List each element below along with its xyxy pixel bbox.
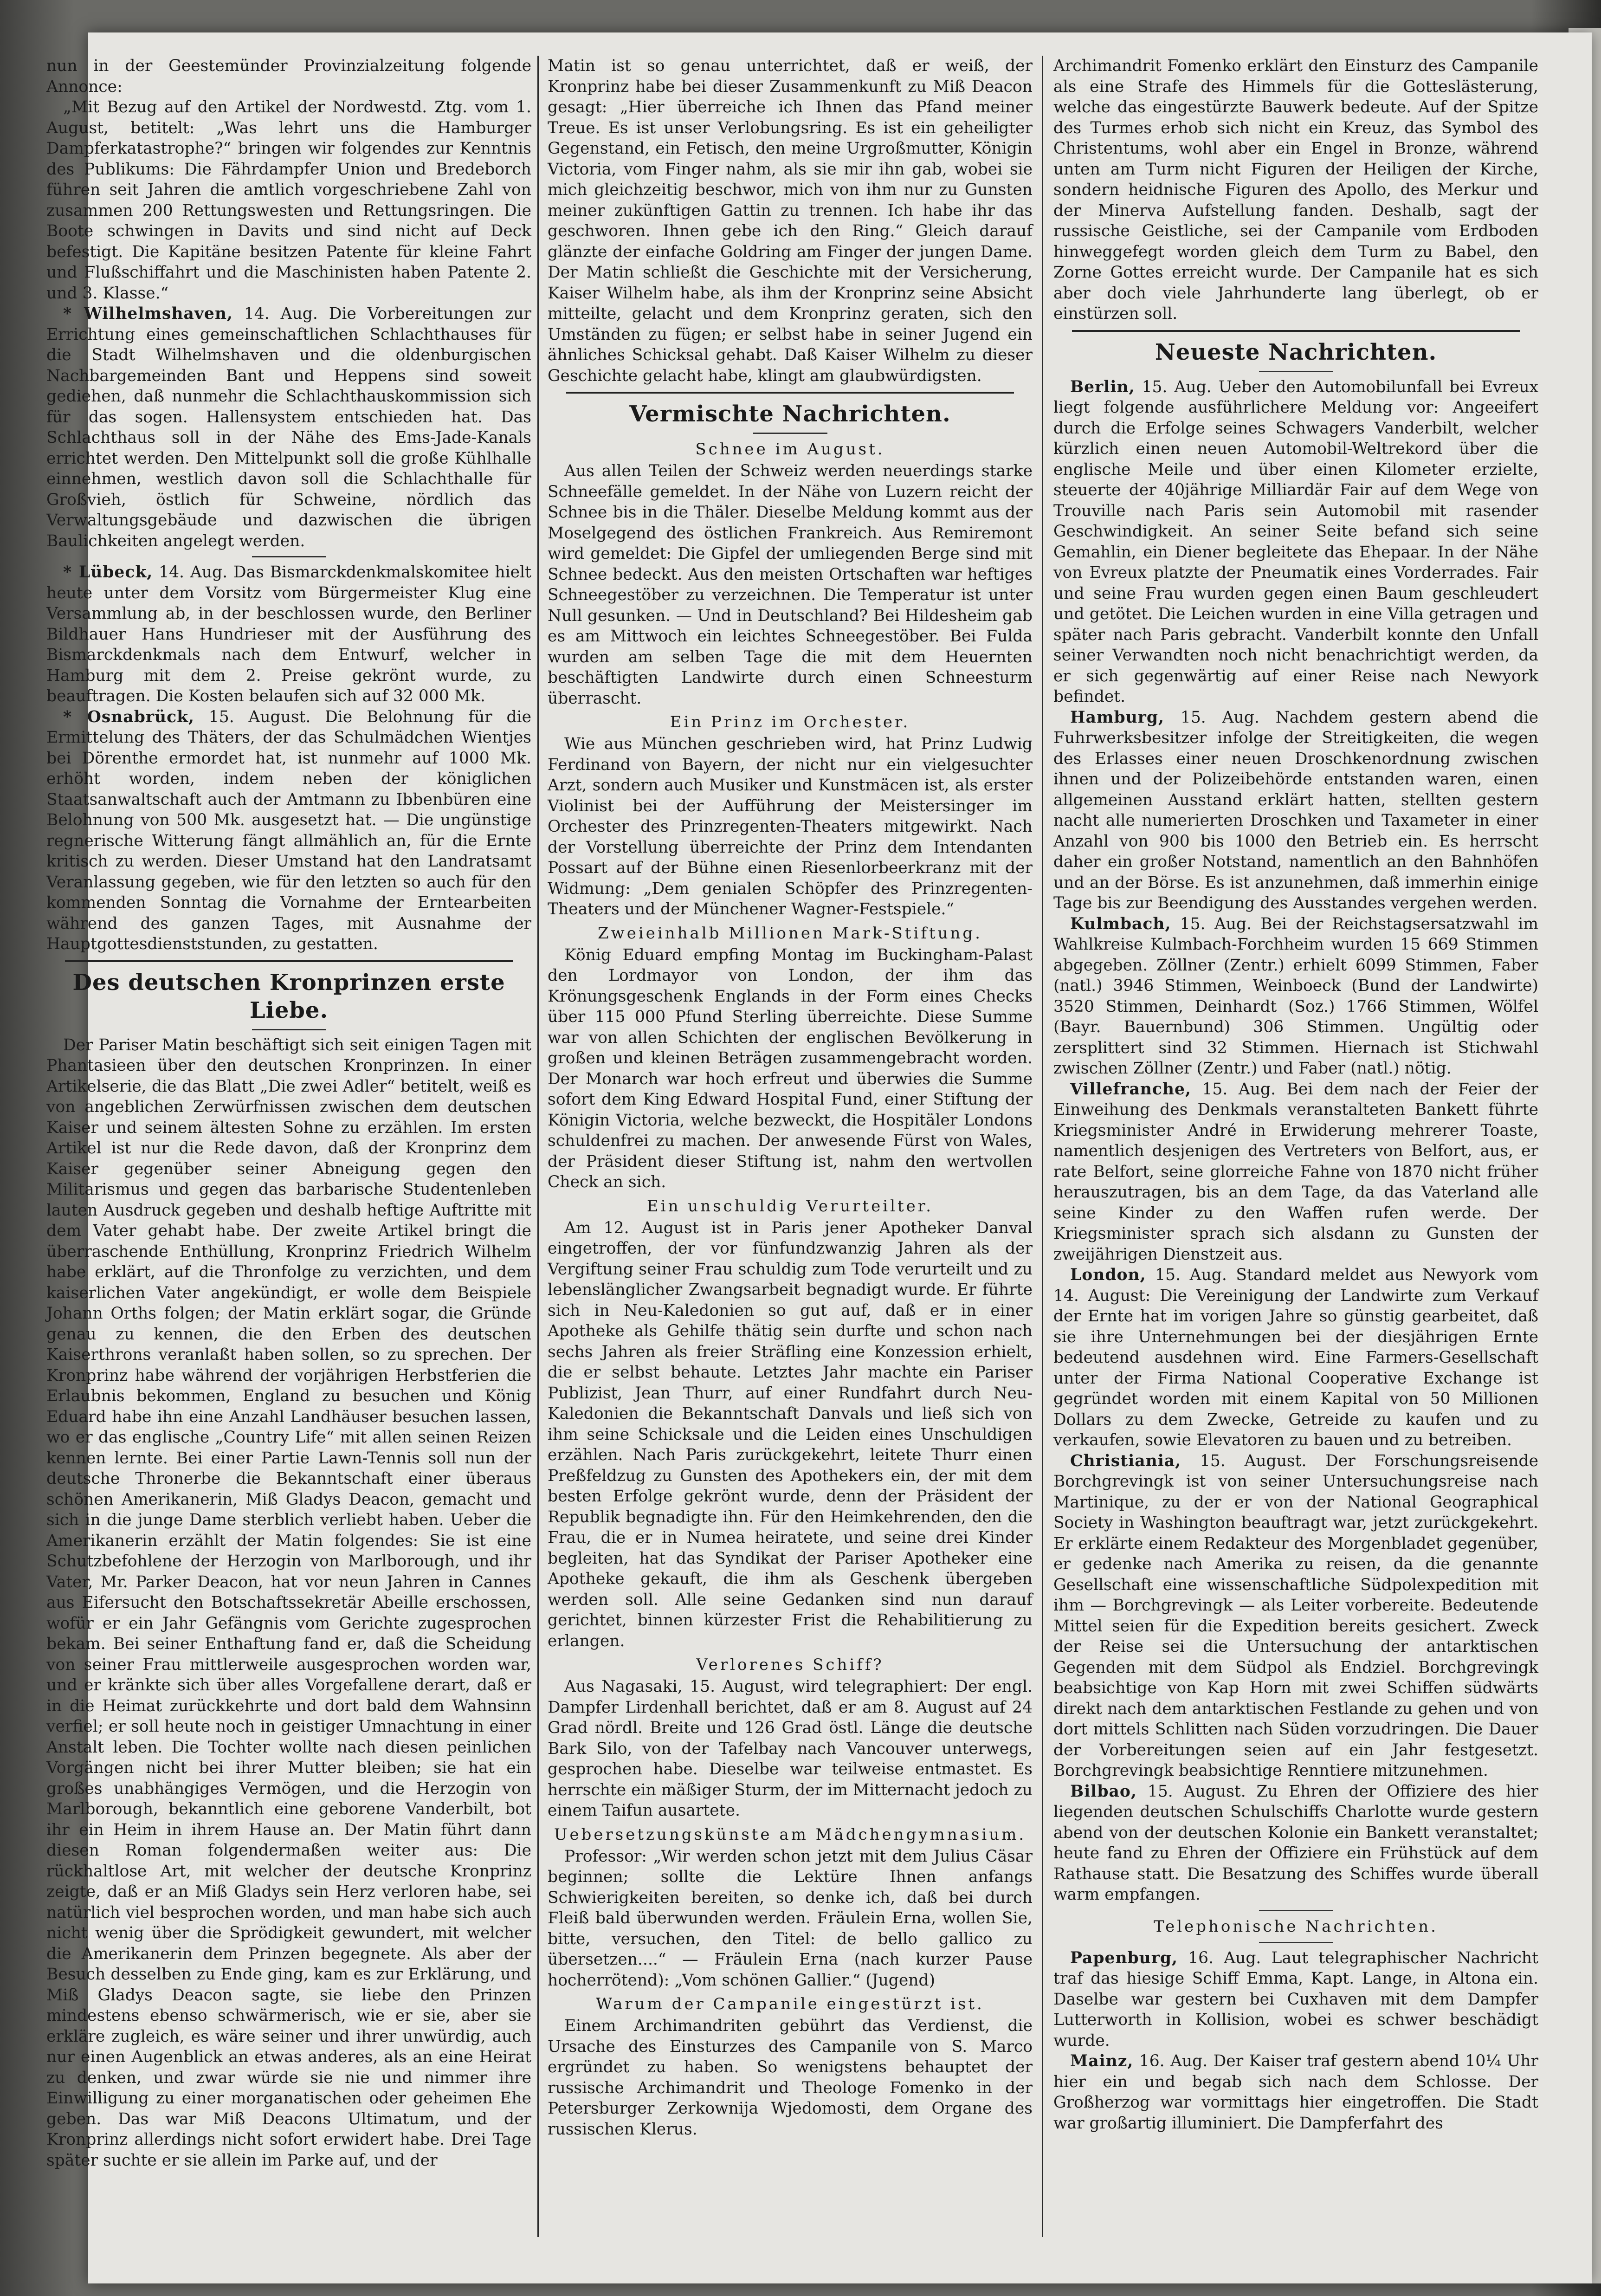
news-item-berlin: [1053, 377, 1538, 707]
news-item-papenburg: [1053, 1948, 1538, 2051]
paragraph: Einem Archimandriten gebührt das Verdienst, die Ursache des Einsturzes des Campanile von S. Marco ergründet zu haben. So wenigstens behauptet der russische Archimandrit und Theologe Fomenko in der Petersburger Zerkownija Wjedomosti, dem Organe des russischen Klerus.: [548, 2017, 1033, 2139]
news-item-villefranche: [1053, 1079, 1538, 1265]
separator: [753, 433, 827, 434]
place-name: Berlin,: [1070, 377, 1135, 396]
column-rule-2: [1042, 56, 1043, 2237]
place-name: Papenburg,: [1070, 1948, 1178, 1967]
article-body: Der Pariser Matin beschäftigt sich seit einigen Tagen mit Phantasieen über den deutschen Kronprinzen. In einer Artikelserie, die das Blatt „Die zwei Adler“ betitelt, weiß es von angeblichen Zerwürfnissen zwischen dem deutschen Kaiser und seinem ältesten Sohne zu erzählen. Im ersten Artikel ist nur die Rede davon, daß der Kronprinz dem Kaiser gegenüber seiner Abneigung gegen den Militarismus und gegen das barbarische Studentenleben lauten Ausdruck gegeben und deshalb heftige Auftritte mit dem Vater gehabt habe. Der zweite Artikel bringt die überraschende Enthüllung, Kronprinz Friedrich Wilhelm habe erklärt, auf die Thronfolge zu verzichten, und dem kaiserlichen Vater angekündigt, er wolle dem Beispiele Johann Orths folgen; der Matin erklärt sogar, die Gründe genau zu kennen, die den Erben des deutschen Kaiserthrons veranlaßt haben sollen, so zu sprechen. Der Kronprinz habe während der vorjährigen Herbstferien die Erlaubnis bekommen, England zu besuchen und König Eduard habe ihn eine Anzahl Landhäuser besuchen lassen, wo er das englische „Country Life“ mit allen seinen Reizen kennen lernte. Bei einer Partie Lawn-Tennis soll nun der deutsche Thronerbe die Bekanntschaft einer überaus schönen Amerikanerin, Miß Gladys Deacon, gemacht und sich in die junge Dame sterblich verliebt haben. Ueber die Amerikanerin erzählt der Matin folgendes: Sie ist eine Schutzbefohlene der Herzogin von Marlborough, und ihr Vater, Mr. Parker Deacon, hat vor neun Jahren in Cannes aus Eifersucht den Botschaftssekretär Abeille erschossen, wofür er ein Jahr Gefängnis vom Gerichte zugesprochen bekam. Bei seiner Enthaftung fand er, daß die Scheidung von seiner Frau mittlerweile ausgesprochen worden war, und er kränkte sich über alles Vorgefallene derart, daß er in die Heimat zurückkehrte und dort bald dem Wahnsinn verfiel; er soll heute noch in geistiger Umnachtung in einer Anstalt leben. Die Tochter wollte nach diesen peinlichen Vorgängen nicht bei ihrer Mutter bleiben; sie hat ein großes unabhängiges Vermögen, und die Herzogin von Marlborough, bekanntlich eine geborene Vanderbilt, bot ihr ein Heim in ihrem Hause an. Der Matin führt dann diesen Roman folgendermaßen weiter aus: Die rückhaltlose Art, mit welcher der deutsche Kronprinz zeigte, daß er an Miß Gladys sein Herz verloren habe, sei natürlich viel besprochen worden, und man habe sich auch nicht wenig über die Sprödigkeit gewundert, mit welcher die Amerikanerin dem Prinzen begegnete. Als aber der Besuch desselben zu Ende ging, kam es zur Erklärung, und Miß Gladys Deacon sagte, sie liebe den Prinzen mindestens ebenso schwärmerisch, wie er sie, aber sie erkläre zugleich, es wäre seiner und ihrer unwürdig, auch nur einen Augenblick an etwas anderes, als an eine Heirat zu denken, und zwar würde sie nie und nimmer ihre Einwilligung zu einer morganatischen oder geheimen Ehe geben. Das war Miß Deacons Ultimatum, und der Kronprinz allerdings nicht sofort erwidert habe. Drei Tage später suchte er sie allein im Parke auf, und der: [46, 1035, 531, 2170]
item-heading: Warum der Campanile eingestürzt ist.: [596, 1995, 984, 2013]
paragraph: Aus Nagasaki, 15. August, wird telegraphiert: Der engl. Dampfer Lirdenhall berichtet, daß er am 8. August auf 24 Grad nördl. Breite und 126 Grad östl. Länge die deutsche Bark Silo, von der Tafelbay nach Vancouver unterwegs, gesprochen habe. Dieselbe war teilweise entmastet. Es herrschte ein mäßiger Sturm, der im Mitternacht jedoch zu einem Taifun ausartete.: [548, 1677, 1033, 1820]
paragraph: „Mit Bezug auf den Artikel der Nordwestd. Ztg. vom 1. August, betitelt: „Was lehrt uns die Hamburger Dampferkatastrophe?“ bringen wir folgendes zur Kenntnis des Publikums: Die Fährdampfer Union und Bredeborch führen seit Jahren die amtlich vorgeschriebene Zahl von zusammen 200 Rettungswesten und Rettungsringen. Die Boote schwingen in Davits und sind nicht auf Deck befestigt. Die Kapitäne besitzen Patente für kleine Fahrt und Flußschiffahrt und die Maschinisten haben Patente 2. und 3. Klasse.“: [46, 98, 531, 303]
column-2: [548, 56, 1033, 2140]
paragraph: Professor: „Wir werden schon jetzt mit dem Julius Cäsar beginnen; sollte die Lektüre Ihnen anfangs Schwierigkeiten bereiten, so denke ich, daß bei durch Fleiß bald überwunden werden. Fräulein Erna, wollen Sie, bitte, versuchen, den Titel: de bello gallico zu übersetzen....“ — Fräulein Erna (nach kurzer Pause hocherrötend): „Vom schönen Gallier.“ (Jugend): [548, 1847, 1033, 1990]
news-item-kulmbach: [1053, 914, 1538, 1079]
place-name: Christiania,: [1070, 1451, 1181, 1470]
section-rule: [1072, 330, 1520, 332]
news-item-christiania: [1053, 1451, 1538, 1781]
item-text: 15. Aug. Standard meldet aus Newyork vom 14. August: Die Vereinigung der Landwirte zum Verkauf der Ernte hat im vorigen Jahre so günstig gearbeitet, daß sie ihre Unternehmungen bei der diesjährigen Ernte bedeutend ausdehnen wird. Eine Farmers-Gesellschaft unter der Firma National Cooperative Exchange ist gegründet worden mit einem Kapital von 50 Millionen Dollars zu dem Zwecke, Getreide zu kaufen und zu verkaufen, sowie Elevatoren zu bauen und zu betreiben.: [1053, 1266, 1538, 1449]
separator: [252, 556, 326, 557]
item-heading: Schnee im August.: [695, 440, 885, 459]
news-item-bilbao: [1053, 1781, 1538, 1905]
item-text: 14. Aug. Das Bismarckdenkmalskomitee hielt heute unter dem Vorsitz vom Bürgermeister Klug eine Versammlung ab, in der beschlossen wurde, den Berliner Bildhauer Hans Hundrieser mit der Ausführung des Bismarckdenkmals nach dem Entwurf, welcher in Hamburg mit dem 2. Preise gekrönt wurde, zu beauftragen. Die Kosten belaufen sich auf 32 000 Mk.: [46, 563, 531, 705]
place-name: London,: [1070, 1266, 1146, 1284]
paragraph: Aus allen Teilen der Schweiz werden neuerdings starke Schneefälle gemeldet. In der Nähe von Luzern reicht der Schnee bis in die Thäler. Dieselbe Meldung kommt aus der Moselgegend des östlichen Frankreich. Aus Remiremont wird gemeldet: Die Gipfel der umliegenden Berge sind mit Schnee bedeckt. Aus den meisten Ortschaften war heftiges Schneegestöber zu verzeichnen. Die Temperatur ist unter Null gesunken. — Und in Deutschland? Bei Hildesheim gab es am Mittwoch ein leichtes Schneegestöber. Bei Fulda wurden am selben Tage die mit dem Heuernten beschäftigten Landwirte durch einen Schneesturm überrascht.: [548, 462, 1033, 708]
place-name: Mainz,: [1070, 2052, 1134, 2070]
item-heading: Ein Prinz im Orchester.: [670, 713, 910, 731]
news-item-london: [1053, 1265, 1538, 1451]
item-text: 15. August. Die Belohnung für die Ermittelung des Thäters, der das Schulmädchen Wientjes bei Dörenthe ermordet hat, ist nunmehr auf 1000 Mk. erhöht worden, indem neben der königlichen Staatsanwaltschaft auch der Amtmann zu Ibbenbüren eine Belohnung von 500 Mk. ausgesetzt hat. — Die ungünstige regnerische Witterung fängt allmählich an, für die Ernte kritisch zu werden. Dieser Umstand hat den Landratsamt Veranlassung gegeben, wie für den letzten so auch für den kommenden Sonntag die Vornahme der Erntearbeiten während des ganzen Tages, mit Ausnahme der Hauptgottesdienststunden, zu gestatten.: [46, 707, 531, 953]
news-item-osnabrueck: [46, 707, 531, 955]
item-text: 14. Aug. Die Vorbereitungen zur Errichtung eines gemeinschaftlichen Schlachthauses für die Stadt Wilhelmshaven und die oldenburgischen Nachbargemeinden Bant und Heppens sind soweit gediehen, daß nunmehr die Schlachthauskommission sich für das sogen. Hallensystem entschieden hat. Das Schlachthaus soll in der Nähe des Ems-Jade-Kanals errichtet werden. Den Mittelpunkt soll die große Kühlhalle einnehmen, westlich davon soll die Schlachthalle für Großvieh, östlich für Schweine, nördlich das Verwaltungsgebäude und dazwischen die übrigen Baulichkeiten angelegt werden.: [46, 304, 531, 550]
item-text: 15. Aug. Bei dem nach der Feier der Einweihung des Denkmals veranstalteten Bankett führte Kriegsminister André in Erwiderung mehrerer Toaste, namentlich desjenigen des Vertreters von Belfort, aus, er rate Belfort, seine glorreiche Fahne von 1870 nicht früher herauszutragen, bis an dem Tage, da das Vaterland alle seine Kinder zu den Waffen rufen werde. Der Kriegsminister sprach sich alsdann zu Gunsten der zweijährigen Dienstzeit aus.: [1053, 1080, 1538, 1264]
separator: [1259, 1942, 1333, 1943]
item-text: 15. August. Zu Ehren der Offiziere des hier liegenden deutschen Schulschiffs Charlotte wurde gestern abend von der deutschen Kolonie ein Bankett veranstaltet; heute fand zu Ehren der Offiziere ein Frühstück auf dem Rathause statt. Die Besatzung des Schiffes wurde überall warm empfangen.: [1053, 1782, 1538, 1904]
item-heading: Ein unschuldig Verurteilter.: [646, 1197, 934, 1216]
separator: [1259, 1910, 1333, 1911]
item-text: 15. Aug. Ueber den Automobilunfall bei Evreux liegt folgende ausführlichere Meldung vor: Angeeifert durch die Erfolge seines Schwagers Vanderbilt, welcher kürzlich einen neuen Automobil-Weltrekord über die englische Meile und über einen Kilometer erzielte, steuerte der 40jährige Milliardär Fair auf dem Wege von Trouville nach Paris sein Automobil mit rasender Geschwindigkeit. An seiner Seite befand sich seine Gemahlin, ein Diener begleitete das Ehepaar. In der Nähe von Evreux platzte der Pneumatik eines Vorderrades. Fair und seine Frau wurden gegen einen Baum geschleudert und getötet. Die Leichen wurden in eine Villa getragen und später nach Paris gebracht. Vanderbilt konnte den Unfall seiner Verwandten noch nicht benachrichtigt werden, da er sich gegenwärtig auf einer Reise nach Newyork befindet.: [1053, 377, 1538, 706]
paragraph: Archimandrit Fomenko erklärt den Einsturz des Campanile als eine Strafe des Himmels für die Gotteslästerung, welche das eingestürzte Bauwerk bedeute. Auf der Spitze des Turmes erhob sich nicht ein Kreuz, das Symbol des Christentums, wohl aber ein Engel in Bronze, während unten am Turm nicht Figuren der Heiligen der Kirche, sondern heidnische Figuren des Apollo, des Merkur und der Minerva Aufstellung fanden. Deshalb, sagt der russische Geistliche, sei der Campanile vom Erdboden hinweggefegt worden gleich dem Turm zu Babel, den Zorne Gottes erreicht wurde. Der Campanile hat es sich aber doch viele Jahrhunderte lang überlegt, ob er einstürzen soll.: [1053, 57, 1538, 323]
place-name: * Lübeck,: [63, 563, 153, 582]
paragraph: Wie aus München geschrieben wird, hat Prinz Ludwig Ferdinand von Bayern, der nicht nur ein vielgesuchter Arzt, sondern auch Musiker und Kunstmäcen ist, als erster Violinist bei der Aufführung der Meistersinger im Orchester des Prinzregenten-Theaters mitgewirkt. Nach der Vorstellung überreichte der Prinz dem Intendanten Possart auf der Bühne einen Riesenlorbeerkranz mit der Widmung: „Dem genialen Schöpfer des Prinzregenten-Theaters und der Münchener Wagner-Festspiele.“: [548, 735, 1033, 918]
place-name: Villefranche,: [1070, 1080, 1191, 1099]
paragraph: nun in der Geestemünder Provinzialzeitung folgende Annonce:: [46, 57, 531, 96]
item-heading: Telephonische Nachrichten.: [1154, 1917, 1438, 1936]
column-3: [1053, 56, 1538, 2134]
separator: [1259, 371, 1333, 372]
item-text: 15. Aug. Bei der Reichstagsersatzwahl im Wahlkreise Kulmbach-Forchheim wurden 15 669 Stimmen abgegeben. Zöllner (Zentr.) erhielt 6099 Stimmen, Faber (natl.) 3946 Stimmen, Weinboeck (Bund der Landwirte) 3520 Stimmen, Deinhardt (Soz.) 1766 Stimmen, Wölfel (Bayr. Bauernbund) 306 Stimmen. Ungültig oder zersplittert sind 32 Stimmen. Hiernach ist Stichwahl zwischen Zöllner (Zentr.) und Faber (natl.) nötig.: [1053, 914, 1539, 1078]
news-item-wilhelmshaven: [46, 304, 531, 551]
column-1: [46, 56, 531, 2171]
place-name: Hamburg,: [1070, 708, 1164, 727]
item-text: 16. Aug. Laut telegraphischer Nachricht traf das hiesige Schiff Emma, Kapt. Lange, in Altona ein. Daselbe war gestern bei Cuxhaven mit dem Dampfer Lutterworth in Kollision, wobei es schwer beschädigt wurde.: [1053, 1948, 1538, 2050]
item-text: 16. Aug. Der Kaiser traf gestern abend 10¼ Uhr hier ein und begab sich nach dem Schlosse. Der Großherzog war vormittags hier eingetroffen. Die Stadt war großartig illuminiert. Die Dampferfahrt des: [1053, 2052, 1538, 2133]
article-headline: Des deutschen Kronprinzen erste Liebe.: [72, 969, 505, 1023]
place-name: Bilbao,: [1070, 1782, 1137, 1801]
section-headline: Neueste Nachrichten.: [1155, 339, 1437, 365]
place-name: Kulmbach,: [1070, 914, 1171, 933]
paragraph: König Eduard empfing Montag im Buckingham-Palast den Lordmayor von London, der ihm das Krönungsgeschenk Englands in der Form eines Checks über 115 000 Pfund Sterling überreichte. Diese Summe war von allen Schichten der englischen Bevölkerung in großen und kleinen Beträgen zusammengebracht worden. Der Monarch war hoch erfreut und überwies die Summe sofort dem King Edward Hospital Fund, einer Stiftung der Königin Victoria, welche bezweckt, die Hospitäler Londons schuldenfrei zu machen. Der anwesende Fürst von Wales, der Präsident dieser Stiftung ist, nahm den wertvollen Check an sich.: [548, 945, 1033, 1191]
item-heading: Uebersetzungskünste am Mädchengymnasium.: [554, 1825, 1026, 1844]
section-rule: [566, 392, 1014, 394]
separator: [252, 1029, 326, 1030]
news-item-hamburg: [1053, 707, 1538, 914]
item-text: 15. August. Der Forschungsreisende Borchgrevingk ist von seiner Untersuchungsreise nach Martinique, zu der er von der National Geographical Society in Washington beauftragt war, jetzt zurückgekehrt. Er erklärte einem Redakteur des Morgenbladet gegenüber, er gedenke nach Amerika zu reisen, da die genannte Gesellschaft eine wissenschaftliche Südpolexpedition mit ihm — Borchgrevingk — als Leiter vorbereite. Bedeutende Mittel seien für die Expedition bereits gesichert. Zweck der Reise sei die Untersuchung der antarktischen Gegenden mit dem Südpol als Endziel. Borchgrevingk beabsichtige von Kap Horn mit zwei Schiffen südwärts direkt nach dem antarktischen Festlande zu gehen und von dort mittels Schlitten nach Süden vorzudringen. Die Dauer der Vorbereitungen seien auf ein Jahr festgesetzt. Borchgrevingk beabsichtige Renntiere mitzunehmen.: [1053, 1451, 1538, 1780]
paragraph: Matin ist so genau unterrichtet, daß er weiß, der Kronprinz habe bei dieser Zusammenkunft zu Miß Deacon gesagt: „Hier überreiche ich Ihnen das Pfand meiner Treue. Es ist unser Verlobungsring. Es ist ein geheiligter Gegenstand, ein Fetisch, den meine Urgroßmutter, Königin Victoria, vom Finger nahm, als sie mir ihn gab, wobei sie mich gleichzeitig beschwor, mich von ihm nur zu Gunsten meiner zukünftigen Gattin zu trennen. Ich habe ihr das geschworen. Ihnen gebe ich den Ring.“ Gleich darauf glänzte der einfache Goldring am Finger der jungen Dame. Der Matin schließt die Geschichte mit der Versicherung, Kaiser Wilhelm habe, als ihm der Kronprinz seine Absicht mitteilte, gelacht und dem Kronprinz geraten, sich den Umständen zu fügen; er selbst habe in seiner Jugend ein ähnliches Schicksal gehabt. Daß Kaiser Wilhelm zu dieser Geschichte gelacht habe, klingt am glaubwürdigsten.: [548, 57, 1033, 385]
item-heading: Verlorenes Schiff?: [696, 1656, 884, 1674]
news-item-luebeck: [46, 562, 531, 707]
section-rule: [65, 960, 513, 962]
section-headline: Vermischte Nachrichten.: [629, 401, 951, 427]
item-text: 15. Aug. Nachdem gestern abend die Fuhrwerksbesitzer infolge der Streitigkeiten, die wegen des Erlasses einer neuen Droschkenordnung zwischen ihnen und der Polizeibehörde entstanden waren, einen allgemeinen Ausstand erklärt hatten, stellten gestern nacht alle numerierten Droschken und Taxameter in einer Anzahl von 900 bis 1000 den Betrieb ein. Es herrscht daher ein großer Notstand, namentlich an den Bahnhöfen und an der Börse. Es ist anzunehmen, daß immerhin einige Tage bis zur Beendigung des Ausstandes vergehen werden.: [1053, 708, 1538, 912]
place-name: * Osnabrück,: [63, 707, 195, 726]
item-heading: Zweieinhalb Millionen Mark-Stiftung.: [597, 924, 982, 943]
paragraph: Am 12. August ist in Paris jener Apotheker Danval eingetroffen, der vor fünfundzwanzig Jahren als der Vergiftung seiner Frau schuldig zum Tode verurteilt und zu lebenslänglicher Zwangsarbeit begnadigt wurde. Er führte sich in Neu-Kaledonien so gut auf, daß er in einer Apotheke als Gehilfe thätig sein durfte und schon nach sechs Jahren als freier Sträfling eine Konzession erhielt, die er selbst behaute. Letztes Jahr machte ein Pariser Publizist, Jean Thurr, auf einer Rundfahrt durch Neu-Kaledonien die Bekanntschaft Danvals und ließ sich von ihm seine Schicksale und die Leiden eines Unschuldigen erzählen. Nach Paris zurückgekehrt, leitete Thurr einen Preßfeldzug zu Gunsten des Apothekers ein, der mit dem besten Erfolge gekrönt wurde, denn der Präsident der Republik begnadigte ihn. Für den Heimkehrenden, den die Frau, die er in Numea heiratete, und seine drei Kinder begleiten, hat das Syndikat der Pariser Apotheker eine Apotheke gekauft, die ihm als Geschenk übergeben werden soll. Alle seine Gedanken sind nun darauf gerichtet, binnen kürzester Frist die Rehabilitierung zu erlangen.: [548, 1218, 1033, 1650]
column-rule-1: [537, 56, 539, 2237]
place-name: * Wilhelmshaven,: [63, 304, 233, 323]
news-item-mainz: [1053, 2051, 1538, 2134]
